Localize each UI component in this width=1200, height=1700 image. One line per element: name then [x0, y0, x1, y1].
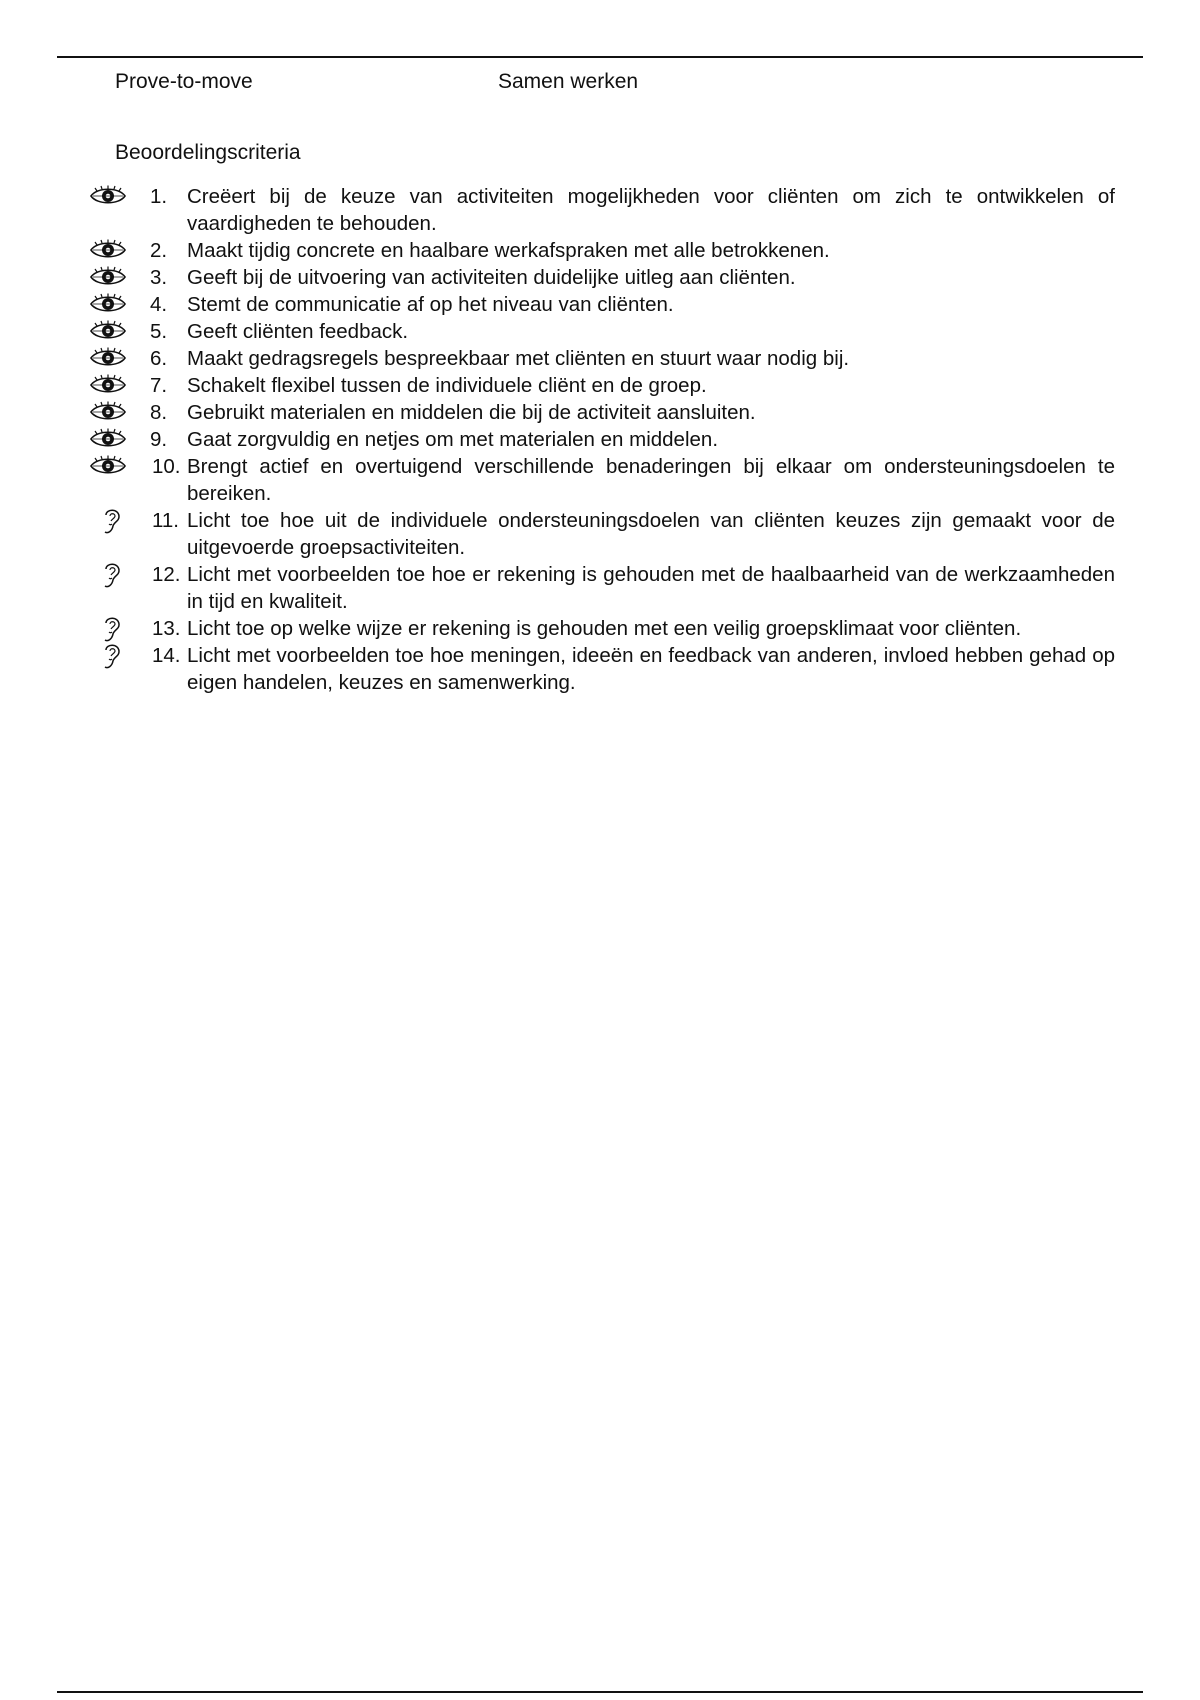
criteria-number: 14.	[152, 644, 181, 667]
criteria-item	[90, 642, 1115, 696]
eye-icon	[90, 455, 132, 482]
page-header	[115, 70, 1095, 100]
criteria-number: 12.	[152, 563, 181, 586]
ear-icon	[100, 506, 142, 533]
criteria-text: Gaat zorgvuldig en netjes om met materialen en middelen.	[187, 428, 719, 451]
criteria-item	[90, 453, 1115, 507]
eye-icon	[90, 239, 132, 266]
criteria-text: Geeft cliënten feedback.	[187, 320, 409, 343]
criteria-text: Gebruikt materialen en middelen die bij de activiteit aansluiten.	[187, 401, 756, 424]
criteria-item	[90, 426, 1115, 453]
criteria-number: 1.	[150, 185, 168, 208]
criteria-number: 4.	[150, 293, 168, 316]
criteria-number: 10.	[152, 455, 181, 478]
criteria-number: 8.	[150, 401, 168, 424]
top-rule	[57, 56, 1143, 58]
criteria-number: 13.	[152, 617, 181, 640]
eye-icon	[90, 374, 132, 401]
criteria-number: 11.	[152, 509, 179, 532]
criteria-list	[90, 183, 1115, 696]
criteria-text: Brengt actief en overtuigend verschillende benaderingen bij elkaar om ondersteuningsdoelen te bereiken.	[187, 455, 1115, 505]
ear-icon	[100, 641, 142, 668]
criteria-text: Maakt gedragsregels bespreekbaar met cliënten en stuurt waar nodig bij.	[187, 347, 850, 370]
criteria-item	[90, 561, 1115, 615]
criteria-heading: Beoordelingscriteria	[115, 141, 301, 164]
criteria-text: Maakt tijdig concrete en haalbare werkafspraken met alle betrokkenen.	[187, 239, 830, 262]
criteria-item	[90, 345, 1115, 372]
header-section-name: Samen werken	[498, 70, 639, 93]
criteria-number: 6.	[150, 347, 168, 370]
criteria-item	[90, 615, 1115, 642]
criteria-number: 3.	[150, 266, 168, 289]
header-document-name: Prove-to-move	[115, 70, 253, 93]
eye-icon	[90, 185, 132, 212]
criteria-item	[90, 372, 1115, 399]
ear-icon	[100, 560, 142, 587]
criteria-item	[90, 291, 1115, 318]
criteria-item	[90, 183, 1115, 237]
criteria-text: Creëert bij de keuze van activiteiten mogelijkheden voor cliënten om zich te ontwikkelen of vaardigheden te behouden.	[187, 185, 1115, 235]
eye-icon	[90, 347, 132, 374]
bottom-rule	[57, 1691, 1143, 1693]
criteria-text: Licht toe hoe uit de individuele ondersteuningsdoelen van cliënten keuzes zijn gemaakt voor de uitgevoerde groepsactiviteiten.	[187, 509, 1115, 559]
criteria-number: 5.	[150, 320, 168, 343]
criteria-item	[90, 399, 1115, 426]
eye-icon	[90, 320, 132, 347]
ear-icon	[100, 614, 142, 641]
criteria-text: Licht met voorbeelden toe hoe er rekening is gehouden met de haalbaarheid van de werkzaamheden in tijd en kwaliteit.	[187, 563, 1115, 613]
criteria-text: Geeft bij de uitvoering van activiteiten duidelijke uitleg aan cliënten.	[187, 266, 796, 289]
criteria-item	[90, 237, 1115, 264]
criteria-text: Stemt de communicatie af op het niveau van cliënten.	[187, 293, 674, 316]
eye-icon	[90, 293, 132, 320]
criteria-number: 9.	[150, 428, 168, 451]
eye-icon	[90, 266, 132, 293]
criteria-text: Schakelt flexibel tussen de individuele cliënt en de groep.	[187, 374, 707, 397]
eye-icon	[90, 428, 132, 455]
criteria-item	[90, 318, 1115, 345]
eye-icon	[90, 401, 132, 428]
criteria-text: Licht toe op welke wijze er rekening is gehouden met een veilig groepsklimaat voor cliënten.	[187, 617, 1022, 640]
criteria-item	[90, 507, 1115, 561]
criteria-number: 7.	[150, 374, 168, 397]
criteria-text: Licht met voorbeelden toe hoe meningen, ideeën en feedback van anderen, invloed hebben gehad op eigen handelen, keuzes en samenwerking.	[187, 644, 1115, 694]
criteria-item	[90, 264, 1115, 291]
criteria-number: 2.	[150, 239, 168, 262]
